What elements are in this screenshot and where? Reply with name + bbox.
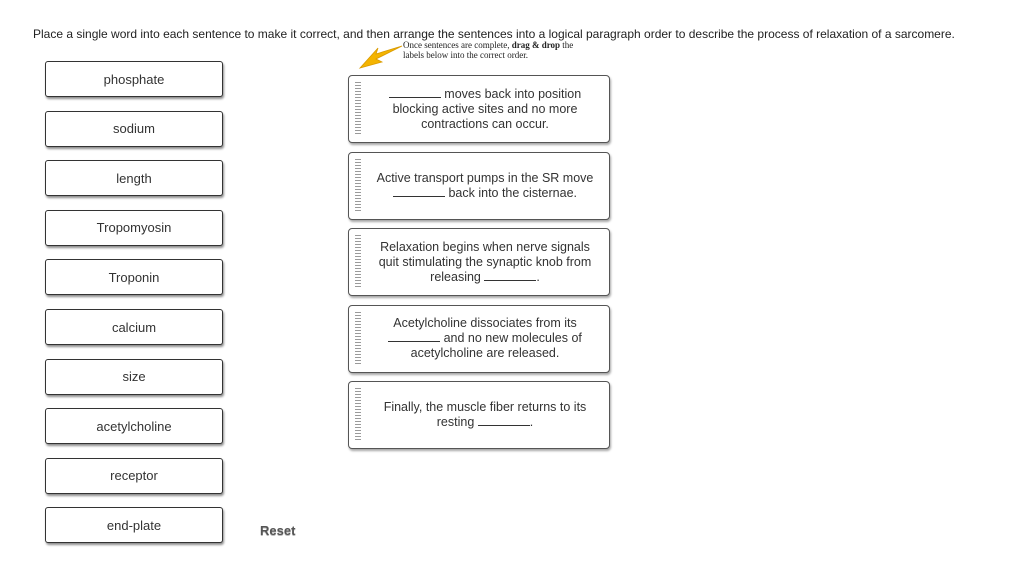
- hint-line1-prefix: Once sentences are complete,: [403, 40, 512, 50]
- word-label[interactable]: length: [45, 160, 223, 196]
- sentence-card[interactable]: [348, 152, 610, 220]
- sentence-text: [367, 76, 609, 142]
- sentence-text: [367, 153, 609, 219]
- hint-line1-bold: drag & drop: [511, 40, 561, 50]
- word-label[interactable]: sodium: [45, 111, 223, 147]
- word-label[interactable]: calcium: [45, 309, 223, 345]
- arrow-left-icon: [358, 44, 404, 72]
- sentence-text: [367, 306, 609, 372]
- drag-handle-icon[interactable]: [353, 159, 367, 213]
- sentence-text: [367, 382, 609, 448]
- word-label[interactable]: phosphate: [45, 61, 223, 97]
- word-label[interactable]: size: [45, 359, 223, 395]
- sentence-after: and no new molecules of acetylcholine are released.: [410, 331, 582, 360]
- blank-drop-target[interactable]: [484, 270, 536, 281]
- drag-handle-icon[interactable]: [353, 82, 367, 136]
- drag-handle-icon[interactable]: [353, 235, 367, 289]
- instructions: Place a single word into each sentence to make it correct, and then arrange the sentences into a logical paragraph order to describe the process of relaxation of a sarcomere.: [33, 27, 955, 41]
- sentence-after: .: [536, 269, 540, 284]
- sentence-after: moves back into position blocking active sites and no more contractions can occur.: [392, 86, 582, 131]
- blank-drop-target[interactable]: [393, 186, 445, 197]
- sentence-before: Active transport pumps in the SR move: [376, 170, 594, 185]
- sentence-after: back into the cisternae.: [444, 185, 578, 200]
- sentence-card[interactable]: [348, 75, 610, 143]
- reset-button[interactable]: Reset: [260, 523, 296, 538]
- sentence-before: Finally, the muscle fiber returns to its resting: [383, 400, 587, 429]
- word-label[interactable]: receptor: [45, 458, 223, 494]
- hint-line1-suffix: the: [560, 40, 574, 50]
- sentence-text: [367, 229, 609, 295]
- drag-drop-hint: [403, 40, 623, 60]
- sentence-card[interactable]: [348, 381, 610, 449]
- word-label[interactable]: end-plate: [45, 507, 223, 543]
- blank-drop-target[interactable]: [478, 415, 530, 426]
- blank-drop-target[interactable]: [389, 87, 441, 98]
- sentence-before: Acetylcholine dissociates from its: [393, 316, 577, 330]
- sentence-before: Relaxation begins when nerve signals quit stimulating the synaptic knob from releasing: [378, 239, 592, 284]
- blank-drop-target[interactable]: [388, 331, 440, 342]
- hint-line2: labels below into the correct order.: [403, 50, 528, 60]
- word-label[interactable]: Tropomyosin: [45, 210, 223, 246]
- word-label[interactable]: acetylcholine: [45, 408, 223, 444]
- sentence-card[interactable]: [348, 305, 610, 373]
- sentence-card[interactable]: [348, 228, 610, 296]
- drag-handle-icon[interactable]: [353, 388, 367, 442]
- drag-handle-icon[interactable]: [353, 312, 367, 366]
- sentence-after: .: [529, 415, 534, 429]
- word-label[interactable]: Troponin: [45, 259, 223, 295]
